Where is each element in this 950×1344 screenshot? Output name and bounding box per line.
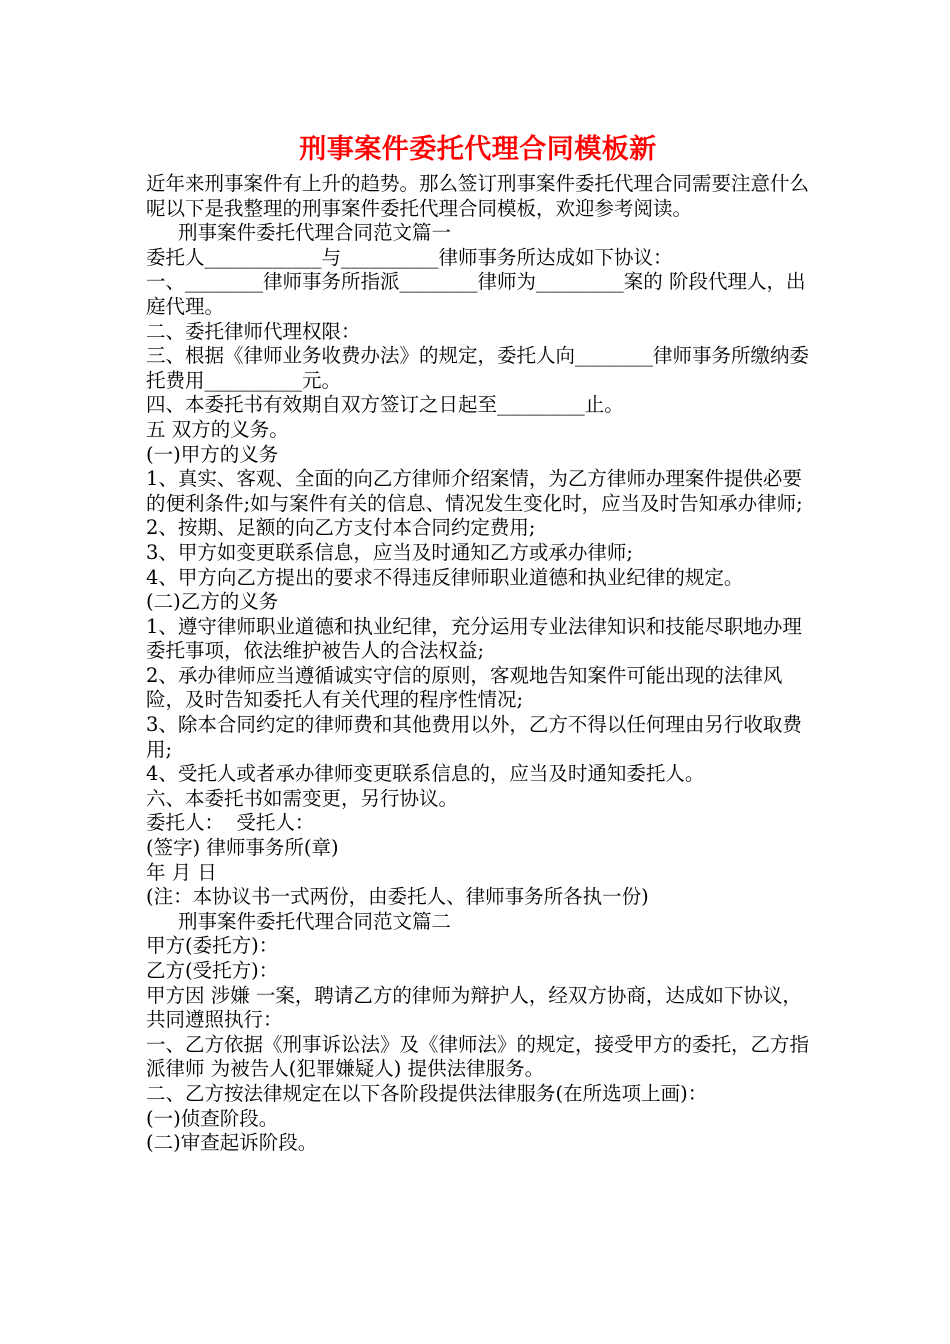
paragraph: 年 月 日 xyxy=(146,860,217,884)
paragraph: 二、委托律师代理权限： xyxy=(146,319,361,343)
paragraph: 二、乙方按法律规定在以下各阶段提供法律服务(在所选项上画)： xyxy=(146,1081,708,1105)
paragraph: 4、受托人或者承办律师变更联系信息的，应当及时通知委托人。 xyxy=(146,762,705,786)
document-body xyxy=(146,172,810,1156)
paragraph: 3、甲方如变更联系信息，应当及时通知乙方或承办律师; xyxy=(146,540,633,564)
paragraph: 1、真实、客观、全面的向乙方律师介绍案情，为乙方律师办理案件提供必要的便利条件;如与案件有关的信息、情况发生变化时，应当及时告知承办律师; xyxy=(146,467,803,515)
paragraph: (注：本协议书一式两份，由委托人、律师事务所各执一份) xyxy=(146,885,649,909)
document-title: 刑事案件委托代理合同模板新 xyxy=(299,134,657,165)
paragraph: 2、按期、足额的向乙方支付本合同约定费用; xyxy=(146,516,536,540)
paragraph: 甲方因 涉嫌 一案，聘请乙方的律师为辩护人，经双方协商，达成如下协议，共同遵照执行： xyxy=(146,983,802,1032)
paragraph: 1、遵守律师职业道德和执业纪律，充分运用专业法律知识和技能尽职地办理委托事项，依法维护被告人的合法权益; xyxy=(146,614,802,663)
paragraph: (二)审查起诉阶段。 xyxy=(146,1131,318,1155)
paragraph: 委托人____________与__________律师事务所达成如下协议： xyxy=(146,245,673,269)
paragraph: 四、本委托书有效期自双方签订之日起至_________止。 xyxy=(146,393,624,417)
paragraph: 委托人： 受托人： xyxy=(146,811,315,835)
paragraph: 一、________律师事务所指派________律师为_________案的 阶段代理人，出庭代理。 xyxy=(146,270,806,318)
paragraph: 一、乙方依据《刑事诉讼法》及《律师法》的规定，接受甲方的委托，乙方指派律师 为被告人(犯罪嫌疑人) 提供法律服务。 xyxy=(146,1032,810,1081)
paragraph: 六、本委托书如需变更，另行协议。 xyxy=(146,786,459,810)
paragraph: (一)侦查阶段。 xyxy=(146,1106,279,1130)
paragraph: (一)甲方的义务 xyxy=(146,442,279,466)
paragraph: (二)乙方的义务 xyxy=(146,590,279,614)
paragraph: 2、承办律师应当遵循诚实守信的原则，客观地告知案件可能出现的法律风险，及时告知委托人有关代理的程序性情况; xyxy=(146,663,783,712)
section-heading: 刑事案件委托代理合同范文篇一 xyxy=(178,221,452,245)
paragraph: 近年来刑事案件有上升的趋势。那么签订刑事案件委托代理合同需要注意什么呢以下是我整理的刑事案件委托代理合同模板，欢迎参考阅读。 xyxy=(146,172,810,220)
paragraph: 3、除本合同约定的律师费和其他费用以外，乙方不得以任何理由另行收取费用; xyxy=(146,713,802,761)
paragraph: 五 双方的义务。 xyxy=(146,417,289,441)
paragraph: (签字) 律师事务所(章) xyxy=(146,836,339,860)
paragraph: 乙方(受托方)： xyxy=(146,959,279,982)
paragraph: 4、甲方向乙方提出的要求不得违反律师职业道德和执业纪律的规定。 xyxy=(146,565,744,589)
document-page xyxy=(146,128,810,1156)
section-heading: 刑事案件委托代理合同范文篇二 xyxy=(178,909,452,933)
paragraph: 甲方(委托方)： xyxy=(146,934,279,958)
paragraph: 三、根据《律师业务收费办法》的规定，委托人向________律师事务所缴纳委托费用__________元。 xyxy=(146,344,810,392)
